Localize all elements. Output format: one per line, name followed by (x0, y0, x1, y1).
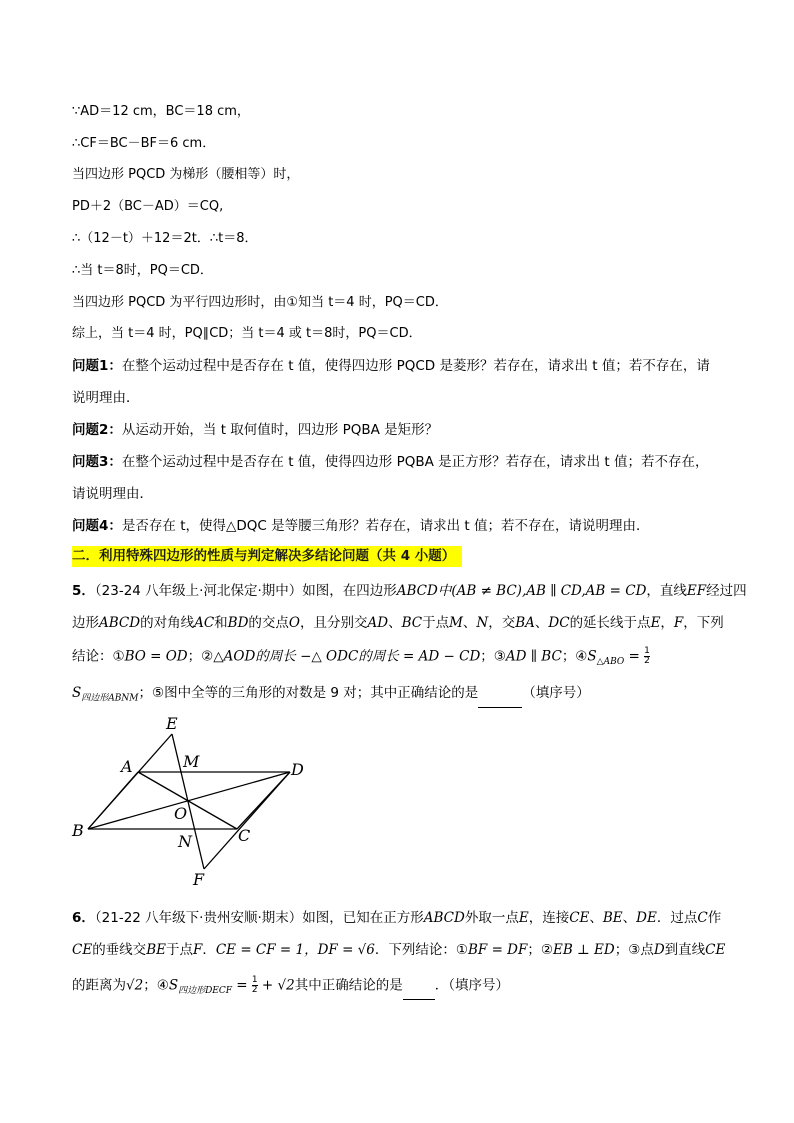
math-f: F (673, 615, 684, 631)
math-abcd: ABCD (423, 910, 465, 926)
problem-5-text: 边形 (72, 615, 99, 631)
geometry-figure (60, 710, 330, 890)
question-1-label: 问题1： (72, 358, 122, 374)
problem-6-text: 到直线 (664, 942, 706, 958)
math-equals: = (624, 648, 645, 665)
problem-5-line-1 (72, 582, 747, 600)
answer-blank-6[interactable] (403, 985, 435, 1000)
problem-5-line-2 (72, 614, 724, 632)
question-4-label: 问题4： (72, 518, 122, 534)
fraction-denominator: 2 (644, 656, 650, 666)
question-1-cont: 说明理由． (72, 390, 140, 406)
math-condition: 中(AB ≠ BC),AB ∥ CD,AB = CD (437, 583, 647, 599)
math-abcd: ABCD (99, 615, 141, 631)
problem-5-source: （23-24 八年级上·河北保定·期中） (94, 583, 303, 599)
math-area-s: S (72, 685, 82, 701)
solution-line-1: ∵AD＝12 cm，BC＝18 cm， (72, 104, 250, 119)
math-be: BE (146, 942, 166, 958)
question-2-label: 问题2： (72, 422, 122, 438)
math-abcd: ABCD (396, 583, 438, 599)
math-condition: CE = CF = 1，DF = √6 (215, 942, 375, 958)
solution-line-3: 当四边形 PQCD 为梯形（腰相等）时， (72, 167, 300, 182)
problem-6-text: ；③点 (614, 942, 654, 958)
math-bd: BD (227, 615, 249, 631)
problem-5-text: 结论：① (72, 648, 125, 665)
problem-6-line-2 (72, 941, 725, 959)
math-bc: BC (401, 615, 423, 631)
math-ce: CE (72, 942, 93, 958)
answer-blank-5[interactable] (478, 693, 522, 708)
math-ad: AD (367, 615, 389, 631)
problem-5-text: ，且分别交 (300, 615, 368, 631)
math-ac: AC (194, 615, 215, 631)
problem-5-text: ；② (187, 648, 214, 665)
solution-line-2: ∴CF＝BC－BF＝6 cm． (72, 136, 216, 151)
problem-6-text: ．过点 (656, 910, 698, 926)
solution-line-6: ∴当 t＝8时，PQ＝CD． (72, 263, 213, 278)
separator: ， (660, 615, 674, 631)
math-f: F (192, 942, 203, 958)
problem-5-text: 如图，在四边形 (302, 583, 397, 599)
math-o: O (288, 615, 300, 631)
problem-5-text: ；⑤图中全等的三角形的对数是 9 对；其中正确结论的是 (138, 685, 479, 701)
problem-6-line-3 (72, 976, 509, 1000)
segment-df-extension (204, 772, 290, 869)
problem-6-number: 6． (72, 910, 95, 926)
problem-5-text: 经过四 (706, 583, 747, 599)
solution-line-5: ∴（12－t）＋12＝2t．∴t＝8． (72, 231, 258, 246)
problem-5-text: ，直线 (646, 583, 687, 599)
question-4-text: 是否存在 t，使得△DQC 是等腰三角形？若存在，请求出 t 值；若不存在，请说明理由． (121, 518, 650, 534)
problem-6-text: ． (202, 942, 216, 958)
label-c: C (238, 826, 251, 845)
separator: 、 (462, 615, 477, 631)
problem-6-text: 如图，已知在正方形 (302, 910, 424, 926)
math-area-subscript: △ABO (596, 657, 625, 668)
math-area-subscript: 四边形DECF (178, 986, 232, 997)
solution-line-7: 当四边形 PQCD 为平行四边形时，由①知当 t＝4 时，PQ＝CD． (72, 295, 448, 310)
problem-5-text: ；③ (480, 648, 506, 665)
question-3-cont: 请说明理由． (72, 486, 153, 502)
question-2 (72, 421, 438, 439)
math-m: M (449, 615, 463, 631)
problem-6-text: 于点 (165, 942, 193, 958)
question-4 (72, 517, 650, 535)
solution-line-4: PD＋2（BC－AD）＝CQ, (72, 199, 224, 214)
math-e: E (518, 910, 529, 926)
problem-5-text: ，下列 (683, 615, 724, 631)
problem-5-text: ；④ (561, 648, 588, 665)
question-3-text: 在整个运动过程中是否存在 t 值，使得四边形 PQBA 是正方形？若存在，请求出 t 值；若不存在， (121, 454, 709, 470)
problem-6-text: 外取一点 (464, 910, 519, 926)
separator: 、 (534, 615, 549, 631)
math-area-subscript: 四边形ABNM (81, 693, 139, 704)
math-ef: EF (686, 583, 707, 599)
problem-6-text: ，连接 (528, 910, 570, 926)
problem-6-line-1 (72, 909, 721, 927)
problem-5-line-3 (72, 647, 650, 671)
problem-5-line-4 (72, 684, 590, 708)
problem-5-text: 的延长线于点 (569, 615, 651, 631)
separator: 、 (589, 910, 603, 926)
section-title: 二．利用特殊四边形的性质与判定解决多结论问题（共 4 小题） (72, 546, 462, 567)
problem-6-source: （21-22 八年级下·贵州安顺·期末） (94, 910, 303, 926)
problem-6-text: 的距离为 (72, 977, 126, 994)
problem-5-number: 5． (72, 583, 95, 599)
label-e: E (166, 714, 178, 733)
question-1 (72, 357, 710, 375)
math-d: D (653, 942, 665, 958)
question-1-text: 在整个运动过程中是否存在 t 值，使得四边形 PQCD 是菱形？若存在，请求出 t 值；若不存在，请 (121, 358, 710, 374)
label-b: B (72, 821, 84, 840)
problem-5-text: 的交点 (248, 615, 289, 631)
problem-6-text: 的垂线交 (92, 942, 147, 958)
math-area-s: S (587, 648, 597, 665)
fraction-denominator: 2 (251, 985, 258, 995)
math-ce: CE (705, 942, 726, 958)
segment-bd (88, 772, 290, 829)
label-n: N (178, 832, 192, 851)
math-c: C (697, 910, 708, 926)
math-e: E (650, 615, 661, 631)
label-a: A (121, 757, 133, 776)
problem-5-text: 的对角线 (140, 615, 195, 631)
math-sqrt2: √2 (126, 977, 144, 994)
problem-5-text: ，交 (488, 615, 516, 631)
math-conclusion-1: BO = OD (124, 648, 188, 665)
math-n: N (476, 615, 489, 631)
math-be: BE (602, 910, 623, 926)
segment-be-extension (88, 734, 172, 829)
label-o: O (174, 804, 188, 823)
math-area-s: S (168, 977, 179, 994)
problem-6-text: ．下列结论：① (374, 942, 468, 958)
separator: 、 (622, 910, 637, 926)
label-d: D (291, 760, 304, 779)
label-m: M (183, 752, 200, 771)
problem-6-text: 作 (707, 910, 722, 926)
solution-line-8: 综上，当 t＝4 时，PQ∥CD；当 t＝4 或 t＝8时，PQ＝CD． (72, 326, 422, 341)
question-3-label: 问题3： (72, 454, 122, 470)
fraction-numerator: 1 (251, 975, 258, 985)
math-equals: = (231, 977, 252, 994)
math-fraction (644, 647, 650, 666)
math-conclusion-2: EB ⊥ ED (552, 942, 615, 958)
problem-6-text: ；② (527, 942, 553, 958)
math-ce: CE (569, 910, 590, 926)
problem-5-text: 和 (214, 615, 228, 631)
problem-5-text: （填序号） (522, 685, 590, 701)
math-conclusion-1: BF = DF (468, 942, 528, 958)
question-2-text: 从运动开始，当 t 取何值时，四边形 PQBA 是矩形？ (121, 422, 439, 438)
problem-6-text: 其中正确结论的是 (294, 977, 403, 994)
math-de: DE (636, 910, 657, 926)
math-sum: + √2 (257, 977, 295, 994)
separator: 、 (388, 615, 402, 631)
problem-5-text: 于点 (422, 615, 450, 631)
math-conclusion-3: AD ∥ BC (505, 648, 562, 665)
question-3 (72, 453, 709, 471)
problem-6-text: ；④ (143, 977, 169, 994)
math-conclusion-2: △AOD的周长 −△ ODC的周长 = AD − CD (213, 648, 481, 665)
label-f: F (193, 870, 205, 889)
fraction-numerator: 1 (644, 646, 650, 656)
math-ba: BA (515, 615, 535, 631)
math-dc: DC (548, 615, 570, 631)
problem-6-text: ．（填序号） (434, 977, 509, 994)
